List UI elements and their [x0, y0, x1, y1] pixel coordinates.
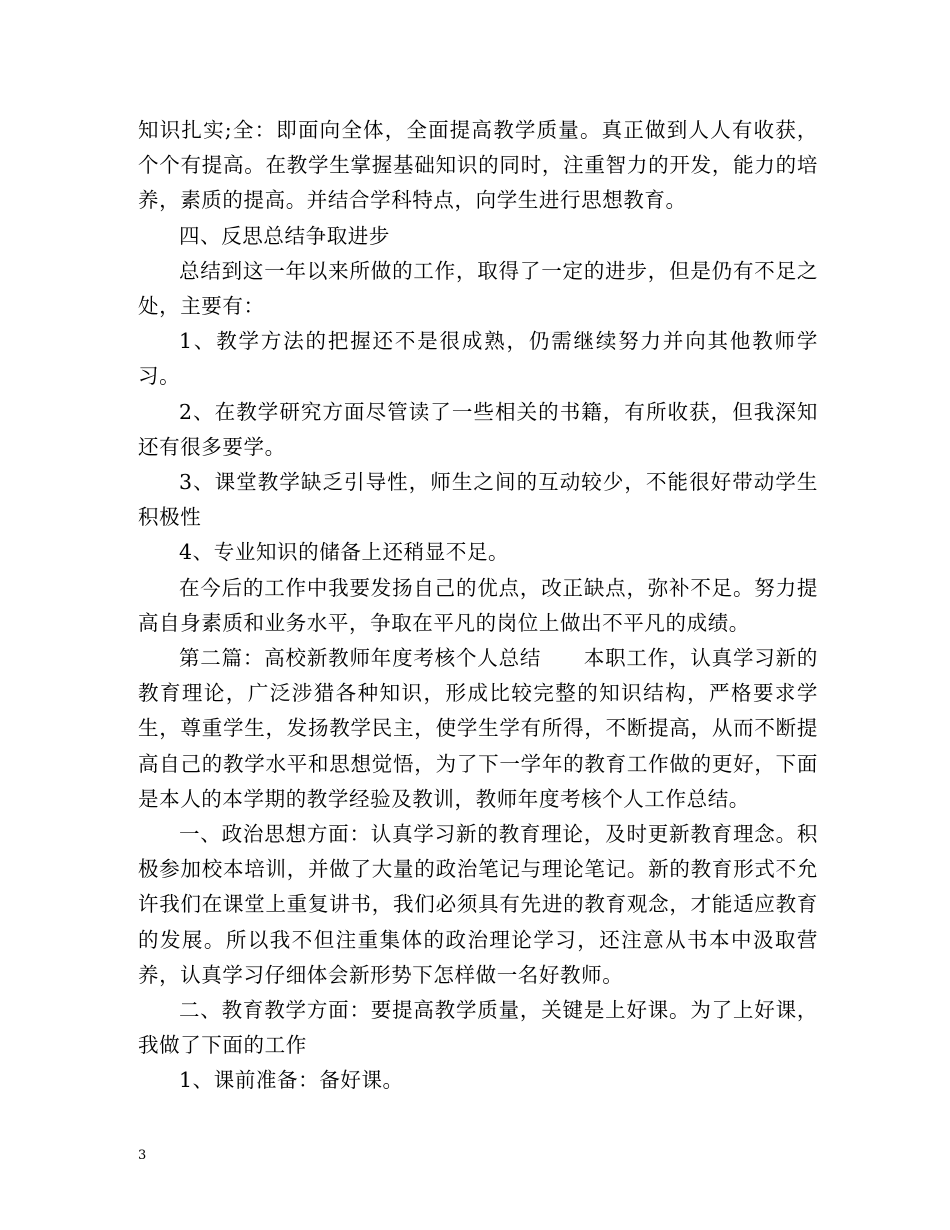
list-item-2: 2、在教学研究方面尽管读了一些相关的书籍，有所收获，但我深知还有很多要学。 — [138, 399, 818, 459]
section-heading-reflection: 四、反思总结争取进步 — [179, 223, 390, 248]
document-body — [138, 113, 818, 1099]
paragraph-summary-intro: 总结到这一年以来所做的工作，取得了一定的进步，但是仍有不足之处，主要有： — [138, 258, 818, 319]
paragraph-political-thought: 一、政治思想方面：认真学习新的教育理论，及时更新教育理念。积极参加校本培训，并做了大量的政治笔记与理论笔记。新的教育形式不允许我们在课堂上重复讲书，我们必须具有先进的教育观念，才能适应教育的发展。所以我不但注重集体的政治理论学习，还注意从书本中汲取营养，认真学习仔细体会新形势下怎样做一名好教师。 — [138, 822, 818, 987]
list-item-lesson-prep: 1、课前准备：备好课。 — [179, 1068, 404, 1093]
page-number: 3 — [138, 1148, 147, 1163]
paragraph-teaching: 二、教育教学方面：要提高教学质量，关键是上好课。为了上好课，我做了下面的工作 — [138, 998, 818, 1058]
list-item-4: 4、专业知识的储备上还稍显不足。 — [179, 540, 510, 565]
list-item-3: 3、课堂教学缺乏引导性，师生之间的互动较少，不能很好带动学生积极性 — [138, 470, 818, 530]
paragraph-part-two-heading: 第二篇：高校新教师年度考核个人总结 本职工作，认真学习新的教育理论，广泛涉猎各种知识，形成比较完整的知识结构，严格要求学生，尊重学生，发扬教学民主，使学生学有所得，不断提高，从而不断提高自己的教学水平和思想觉悟，为了下一学年的教育工作做的更好，下面是本人的本学期的教学经验及教训，教师年度考核个人工作总结。 — [138, 646, 818, 811]
list-item-1: 1、教学方法的把握还不是很成熟，仍需继续努力并向其他教师学习。 — [138, 329, 818, 389]
paragraph-future-work: 在今后的工作中我要发扬自己的优点，改正缺点，弥补不足。努力提高自身素质和业务水平，争取在平凡的岗位上做出不平凡的成绩。 — [138, 575, 818, 635]
paragraph-continued-intro: 知识扎实;全：即面向全体，全面提高教学质量。真正做到人人有收获，个个有提高。在教学生掌握基础知识的同时，注重智力的开发，能力的培养，素质的提高。并结合学科特点，向学生进行思想教育。 — [138, 118, 818, 213]
